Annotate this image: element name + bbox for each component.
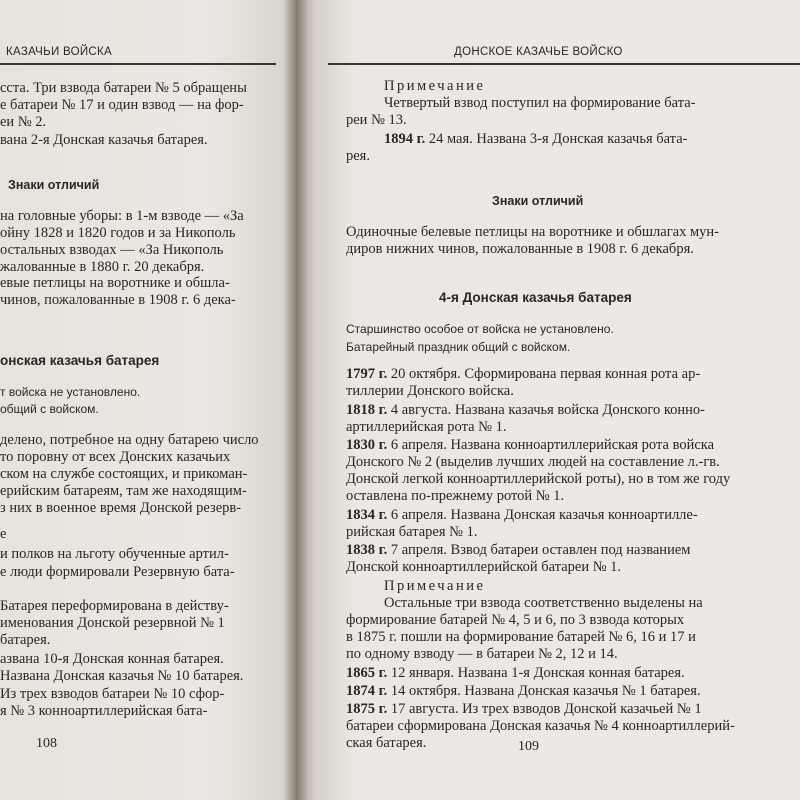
entry-line: рея. xyxy=(346,148,370,164)
holiday-line: Батарейный праздник общий с войском. xyxy=(346,340,571,354)
right-page xyxy=(296,0,800,800)
left-line: ском на службе состоящих, и прикоман- xyxy=(0,466,248,482)
left-line: Из трех взводов батареи № 10 сфор- xyxy=(0,686,225,702)
entry-year: 1797 г. xyxy=(346,366,388,382)
note-line: в 1875 г. пошли на формирование батарей № 6, 16 и 17 и xyxy=(346,629,696,645)
entry-text: 4 августа. Названа казачья войска Донского конно- xyxy=(387,402,705,418)
left-page-number: 108 xyxy=(36,736,57,751)
left-line: батарея. xyxy=(0,632,51,648)
left-line: я № 3 конноартиллерийская бата- xyxy=(0,703,208,719)
entry-text: 14 октября. Названа Донская казачья № 1 батарея. xyxy=(387,683,701,699)
section-title-distinctions: Знаки отличий xyxy=(492,194,584,208)
left-line: е xyxy=(0,526,9,542)
left-line: то поровну от всех Донских казачьих xyxy=(0,449,231,465)
entry-1838 xyxy=(346,542,690,559)
seniority-line: Старшинство особое от войска не установлено. xyxy=(346,322,614,336)
entry-line: батареи сформирована Донская казачья № 4 конноартиллерий- xyxy=(346,718,735,734)
entry-line: тиллерии Донского войска. xyxy=(346,383,514,399)
note-line: реи № 13. xyxy=(346,112,407,128)
entry-year: 1838 г. xyxy=(346,542,388,558)
left-line: евые петлицы на воротнике и обшла- xyxy=(0,275,230,291)
note-line: Четвертый взвод поступил на формирование бата- xyxy=(384,95,696,111)
left-page xyxy=(0,0,296,800)
entry-year: 1818 г. xyxy=(346,402,388,418)
left-line: вана 2-я Донская казачья батарея. xyxy=(0,132,208,148)
entry-year: 1834 г. xyxy=(346,507,388,523)
entry-1865 xyxy=(346,665,685,682)
entry-year: 1875 г. xyxy=(346,701,388,717)
left-line: общий с войском. xyxy=(0,402,99,416)
right-page-number: 109 xyxy=(518,739,539,754)
entry-1830 xyxy=(346,437,714,454)
left-running-header: КАЗАЧЬИ ВОЙСКА xyxy=(6,46,113,58)
entry-text: 17 августа. Из трех взводов Донской казачьей № 1 xyxy=(387,701,702,717)
entry-year: 1830 г. xyxy=(346,437,388,453)
entry-1818 xyxy=(346,402,705,419)
left-line: еи № 2. xyxy=(0,114,47,130)
entry-text: 6 апреля. Названа Донская казачья конноартилле- xyxy=(387,507,698,523)
entry-line: оставлена по-прежнему ротой № 1. xyxy=(346,488,565,504)
entry-line: ская батарея. xyxy=(346,735,427,751)
entry-year: 1874 г. xyxy=(346,683,388,699)
left-line: Батарея переформирована в действу- xyxy=(0,598,229,614)
entry-line: рийская батарея № 1. xyxy=(346,524,478,540)
left-line: ерийским батареям, там же находящим- xyxy=(0,483,247,499)
left-line: Названа Донская казачья № 10 батарея. xyxy=(0,668,244,684)
left-line: сста. Три взвода батареи № 5 обращены xyxy=(0,80,247,96)
entry-1894 xyxy=(384,131,687,148)
left-line: остальных взводах — «За Никополь xyxy=(0,242,224,258)
left-section-title: Знаки отличий xyxy=(8,178,100,192)
entry-year: 1865 г. xyxy=(346,665,388,681)
entry-year: 1894 г. xyxy=(384,131,426,147)
entry-text: 20 октября. Сформирована первая конная рота ар- xyxy=(387,366,701,382)
book-spine-shadow xyxy=(284,0,308,800)
entry-1875 xyxy=(346,701,702,718)
note-title: Примечание xyxy=(384,78,486,94)
note-title: Примечание xyxy=(384,578,486,594)
left-line: делено, потребное на одну батарею число xyxy=(0,432,259,448)
left-line: т войска не установлено. xyxy=(0,385,141,399)
right-running-header: ДОНСКОЕ КАЗАЧЬЕ ВОЙСКО xyxy=(454,46,623,58)
left-line: з них в военное время Донской резерв- xyxy=(0,500,242,516)
entry-text: 6 апреля. Названа конноартиллерийская рота войска xyxy=(387,437,715,453)
distinctions-line: Одиночные белевые петлицы на воротнике и обшлагах мун- xyxy=(346,224,719,240)
right-header-rule xyxy=(328,63,800,65)
left-line: чинов, пожалованные в 1908 г. 6 дека- xyxy=(0,292,236,308)
entry-line: Донской конноартиллерийской батареи № 1. xyxy=(346,559,622,575)
note-line: по одному взводу — в батареи № 2, 12 и 14. xyxy=(346,646,618,662)
entry-line: Донской легкой конноартиллерийской роты), но в том же году xyxy=(346,471,731,487)
entry-1797 xyxy=(346,366,700,383)
entry-text: 12 января. Названа 1-я Донская конная батарея. xyxy=(387,665,685,681)
distinctions-line: диров нижних чинов, пожалованные в 1908 г. 6 декабря. xyxy=(346,241,694,257)
entry-1834 xyxy=(346,507,698,524)
left-section-title: онская казачья батарея xyxy=(0,353,160,368)
left-line: и полков на льготу обученные артил- xyxy=(0,546,229,562)
left-line: именования Донской резервной № 1 xyxy=(0,615,225,631)
section-title-battery4: 4-я Донская казачья батарея xyxy=(439,290,632,305)
note-line: формирование батарей № 4, 5 и 6, по 3 взвода которых xyxy=(346,612,685,628)
left-line: жалованные в 1880 г. 20 декабря. xyxy=(0,259,205,275)
left-line: е батареи № 17 и один взвод — на фор- xyxy=(0,97,244,113)
entry-text: 24 мая. Названа 3-я Донская казачья бата- xyxy=(425,131,688,147)
left-header-rule xyxy=(0,63,276,65)
entry-text: 7 апреля. Взвод батареи оставлен под названием xyxy=(387,542,691,558)
entry-1874 xyxy=(346,683,701,700)
left-line: азвана 10-я Донская конная батарея. xyxy=(0,651,224,667)
left-line: на головные уборы: в 1-м взводе — «За xyxy=(0,208,244,224)
entry-line: артиллерийская рота № 1. xyxy=(346,419,507,435)
left-line: ойну 1828 и 1820 годов и за Никополь xyxy=(0,225,236,241)
note-line: Остальные три взвода соответственно выделены на xyxy=(384,595,703,611)
entry-line: Донского № 2 (выделив лучших людей на составление л.-гв. xyxy=(346,454,720,470)
left-line: е люди формировали Резервную бата- xyxy=(0,564,235,580)
